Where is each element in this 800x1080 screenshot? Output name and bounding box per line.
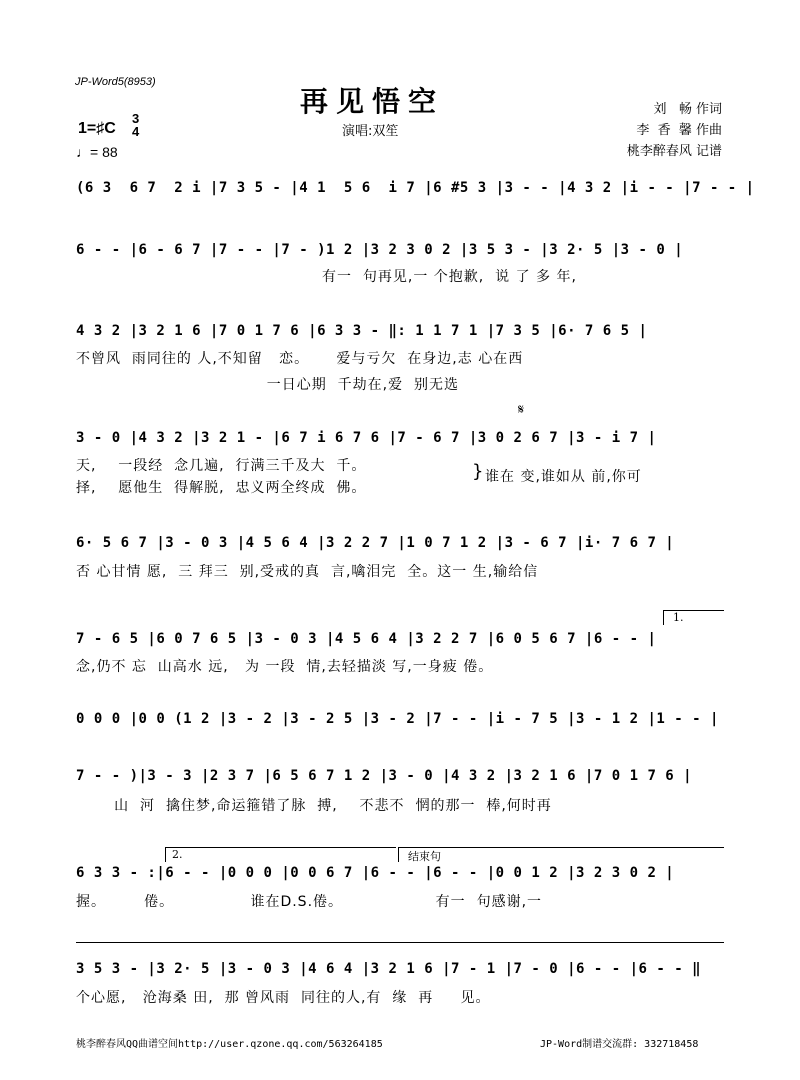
- time-sig-top: 3: [132, 111, 140, 126]
- volta-1-label: 1.: [673, 611, 684, 624]
- tempo-mark: ♩= 88: [76, 144, 118, 160]
- system-10-top-rule: [76, 942, 724, 943]
- system-10-lyrics: 个心愿, 沧海桑 田, 那 曾风雨 同往的人,有 缘 再 见。: [76, 990, 491, 1006]
- system-1-notes: (6 3 6 7 2 i |7 3 5 - |4 1 5 6 i 7 |6 #5 3 |3 - - |4 3 2 |i - - |7 - - |: [76, 180, 755, 196]
- ending-bracket: [398, 847, 724, 862]
- composer-credit: 李 香 馨 作曲: [636, 123, 722, 138]
- ending-label: 结束句: [408, 850, 441, 863]
- time-sig-bottom: 4: [132, 124, 140, 139]
- lyrics-brace: }: [472, 461, 485, 482]
- key-signature: 1=♯C: [78, 120, 116, 137]
- footer-left: 桃李醉春风QQ曲谱空间http://user.qzone.qq.com/563264185: [76, 1039, 383, 1050]
- volta-2-label: 2.: [172, 848, 183, 861]
- system-3-notes: 4 3 2 |3 2 1 6 |7 0 1 7 6 |6 3 3 - ‖: 1 1 7 1 |7 3 5 |6· 7 6 5 |: [76, 323, 648, 339]
- footer-right: JP-Word制谱交流群: 332718458: [540, 1039, 699, 1050]
- system-4-aside-lyrics: 谁在 变,谁如从 前,你可: [485, 469, 642, 485]
- system-4-lyrics-2: 择, 愿他生 得解脱, 忠义两全终成 佛。: [76, 480, 367, 496]
- system-3-lyrics-2: 一日心期 千劫在,爱 别无选: [76, 377, 460, 393]
- system-10-notes: 3 5 3 - |3 2· 5 |3 - 0 3 |4 6 4 |3 2 1 6 |7 - 1 |7 - 0 |6 - - |6 - - ‖: [76, 961, 702, 977]
- song-title: 再见悟空: [300, 85, 445, 118]
- system-6-notes: 7 - 6 5 |6 0 7 6 5 |3 - 0 3 |4 5 6 4 |3 2 2 7 |6 0 5 6 7 |6 - - |: [76, 631, 657, 647]
- system-9-lyrics: 握。 倦。 谁在D.S.倦。 有一 句感谢,一: [76, 894, 543, 910]
- singer-credit: 演唱:双笙: [342, 124, 399, 139]
- system-4-notes: 3 - 0 |4 3 2 |3 2 1 - |6 7 i 6 7 6 |7 - 6 7 |3 0 2 6 7 |3 - i 7 |: [76, 430, 657, 446]
- system-8-notes: 7 - - )|3 - 3 |2 3 7 |6 5 6 7 1 2 |3 - 0 |4 3 2 |3 2 1 6 |7 0 1 7 6 |: [76, 768, 693, 784]
- lyricist-credit: 刘 畅 作词: [653, 102, 722, 117]
- system-4-lyrics-1: 天, 一段经 念几遍, 行满三千及大 千。: [76, 458, 367, 474]
- software-label: JP-Word5(8953): [75, 76, 156, 88]
- segno-sign: 𝄋: [518, 402, 525, 418]
- system-6-lyrics: 念,仍不 忘 山高水 远, 为 一段 情,去轻描淡 写,一身疲 倦。: [76, 659, 494, 675]
- system-2-lyrics: 有一 句再见,一 个抱歉, 说 了 多 年,: [322, 269, 577, 285]
- system-7-notes: 0 0 0 |0 0 (1 2 |3 - 2 |3 - 2 5 |3 - 2 |7 - - |i - 7 5 |3 - 1 2 |1 - - |: [76, 711, 719, 727]
- transcriber-credit: 桃李醉春风 记谱: [626, 144, 722, 159]
- system-2-notes: 6 - - |6 - 6 7 |7 - - |7 - )1 2 |3 2 3 0 2 |3 5 3 - |3 2· 5 |3 - 0 |: [76, 242, 684, 258]
- system-5-notes: 6· 5 6 7 |3 - 0 3 |4 5 6 4 |3 2 2 7 |1 0 7 1 2 |3 - 6 7 |i· 7 6 7 |: [76, 535, 675, 551]
- time-signature: [132, 112, 139, 138]
- system-8-lyrics: 山 河 擒住梦,命运箍错了脉 搏, 不悲不 惘的那一 棒,何时再: [76, 798, 552, 814]
- system-3-lyrics-1: 不曾风 雨同往的 人,不知留 恋。 爱与亏欠 在身边,志 心在西: [76, 351, 524, 367]
- volta-2-bracket: [165, 847, 396, 862]
- system-9-notes: 6 3 3 - :|6 - - |0 0 0 |0 0 6 7 |6 - - |6 - - |0 0 1 2 |3 2 3 0 2 |: [76, 865, 675, 881]
- system-5-lyrics: 否 心甘情 愿, 三 拜三 别,受戒的真 言,噙泪完 全。这一 生,输给信: [76, 564, 539, 580]
